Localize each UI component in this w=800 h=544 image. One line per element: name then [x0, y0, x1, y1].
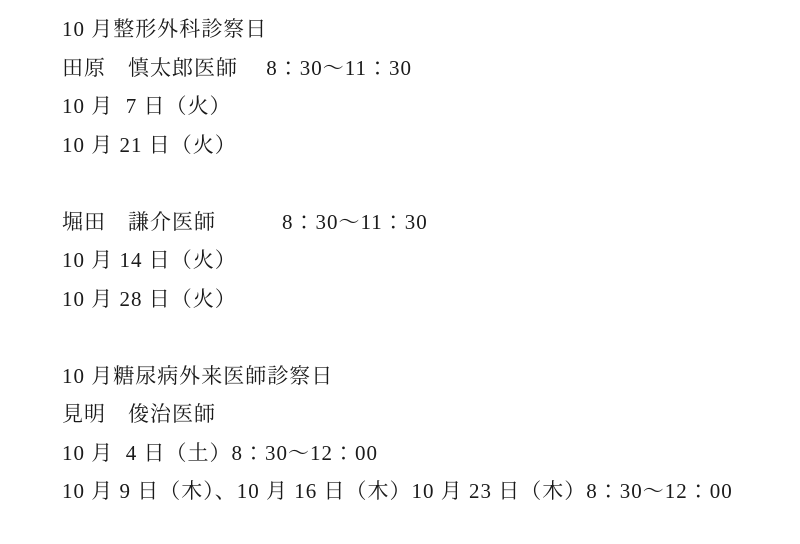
doctor-tahara-schedule-line: 田原 慎太郎医師 8：30～11：30: [62, 55, 412, 80]
date-line-oct-4-sat-hours: 10 月 4 日（土）8：30～12：00: [62, 440, 378, 465]
date-line-oct-7-tue: 10 月 7 日（火）: [62, 94, 232, 118]
date-line-oct-9-16-23-thu-hours: 10 月 9 日（木）、10 月 16 日（木）10 月 23 日（木）8：30～12：00: [62, 479, 733, 503]
blank-line: [62, 318, 760, 357]
doctor-hotta-schedule-line: 堀田 謙介医師 8：30～11：30: [62, 209, 428, 234]
blank-line: [62, 164, 760, 203]
date-line-oct-28-tue: 10 月 28 日（火）: [62, 286, 237, 311]
doctor-mimei-name-line: 見明 俊治医師: [62, 402, 216, 426]
date-line-oct-14-tue: 10 月 14 日（火）: [62, 248, 237, 272]
section-orthopedics-title: 10 月整形外科診察日: [62, 17, 268, 41]
date-line-oct-21-tue: 10 月 21 日（火）: [62, 132, 237, 157]
section-diabetes-title: 10 月糖尿病外来医師診察日: [62, 363, 334, 388]
